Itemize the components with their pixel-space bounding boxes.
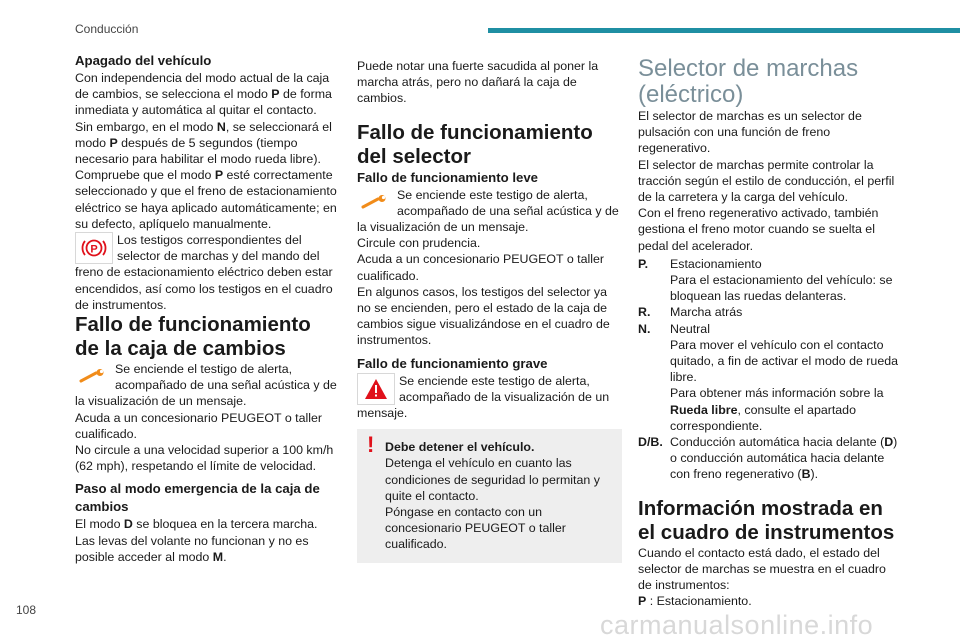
paragraph: Los testigos correspondientes del selector de marchas y del mando del freno de estacionamiento eléctrico deben estar encendidos, así como los testigos en el cuadro de instrumentos. (75, 233, 333, 312)
paragraph: Puede notar una fuerte sacudida al poner la marcha atrás, pero no dañará la caja de cambios. (357, 59, 599, 106)
paragraph: El selector de marchas es un selector de pulsación con una función de freno regenerativo. (638, 109, 862, 156)
definition-item: R. Marcha atrás (638, 305, 743, 320)
paragraph: En algunos casos, los testigos del selector ya no se encienden, pero el estado de la caja de cambios sigue visualizándose en el cuadro de instrumentos. (357, 284, 610, 348)
paragraph: Se enciende este testigo de alerta, acompañado de la visualización de un mensaje. (357, 373, 610, 421)
heading-fallo-selector: Fallo de funcionamiento del selector (357, 120, 593, 168)
running-header: Conducción (75, 22, 139, 36)
paragraph: Sin embargo, en el modo N, se seleccionará el modo P después de 5 segundos (tiempo necesario para habilitar el modo rueda libre). (75, 119, 332, 167)
warning-note (357, 429, 622, 562)
watermark: carmanualsonline.info (600, 610, 874, 640)
paragraph: P : Estacionamiento. (638, 594, 752, 609)
paragraph: El modo D se bloquea en la tercera marcha. (75, 517, 318, 532)
definition-item: N. Neutral Para mover el vehículo con el contacto quitado, a fin de activar el modo de rueda libre. Para obtener más información sobre la Rueda libre, consulte el apartado correspondiente. (638, 321, 898, 433)
section-title: Selector de marchas (eléctrico) (638, 55, 859, 108)
paragraph: No circule a una velocidad superior a 100 km/h (62 mph), respetando el límite de velocidad. (75, 443, 334, 474)
svg-text:P: P (90, 243, 98, 256)
header-accent-bar (488, 28, 960, 33)
gear-definition-list (638, 256, 903, 483)
note-title: Debe detener el vehículo. (385, 440, 535, 455)
definition-item: P. Estacionamiento Para el estacionamiento del vehículo: se bloquean las ruedas delanteras. (638, 256, 893, 304)
exclamation-icon: ! (367, 432, 375, 458)
heading-fallo-caja: Fallo de funcionamiento de la caja de cambios (75, 313, 311, 361)
paragraph: Acuda a un concesionario PEUGEOT o taller cualificado. (357, 252, 605, 283)
heading-grave: Fallo de funcionamiento grave (357, 355, 548, 371)
red-triangle-warning-icon (357, 373, 395, 405)
column-2 (357, 58, 622, 563)
heading-apagado: Apagado del vehículo (75, 53, 212, 68)
heading-info: Información mostrada en el cuadro de instrumentos (638, 496, 895, 544)
paragraph: Acuda a un concesionario PEUGEOT o taller cualificado. (75, 410, 323, 441)
paragraph: Las levas del volante no funcionan y no es posible acceder al modo M. (75, 533, 309, 564)
heading-emergencia: Paso al modo emergencia de la caja de cambios (75, 481, 320, 515)
paragraph: Circule con prudencia. (357, 236, 481, 251)
wrench-warning-icon (75, 361, 111, 391)
wrench-warning-icon (357, 187, 393, 217)
note-text: Póngase en contacto con un concesionario PEUGEOT o taller cualificado. (385, 505, 566, 552)
column-3 (638, 56, 903, 609)
paragraph: Con independencia del modo actual de la caja de cambios, se selecciona el modo P de forma inmediata y automática al quitar el contacto. (75, 71, 332, 118)
paragraph: Cuando el contacto está dado, el estado del selector de marchas se muestra en el cuadro de instrumentos: (638, 545, 886, 593)
paragraph: Se enciende el testigo de alerta, acompañado de una señal acústica y de la visualización de un mensaje. (75, 362, 337, 409)
page-number: 108 (16, 603, 37, 617)
paragraph: Con el freno regenerativo activado, también gestiona el freno motor cuando se suelta el pedal del acelerador. (638, 206, 879, 253)
parking-brake-warning-icon (75, 232, 113, 264)
heading-leve: Fallo de funcionamiento leve (357, 169, 538, 185)
column-1 (75, 52, 340, 565)
paragraph: El selector de marchas permite controlar la tracción según el estilo de conducción, el perfil de la carretera y la carga del vehículo. (638, 157, 895, 205)
note-text: Detenga el vehículo en cuanto las condiciones de seguridad lo permitan y quite el contacto. (385, 456, 600, 503)
paragraph: Se enciende este testigo de alerta, acompañado de una señal acústica y de la visualización de un mensaje. (357, 187, 619, 235)
definition-item: D/B. Conducción automática hacia delante (D) o conducción automática hacia delante con freno regenerativo (B). (638, 435, 898, 482)
paragraph: Compruebe que el modo P esté correctamente seleccionado y que el freno de estacionamiento eléctrico se haya aplicado automáticamente; en su defecto, aplíquelo manualmente. (75, 168, 337, 231)
